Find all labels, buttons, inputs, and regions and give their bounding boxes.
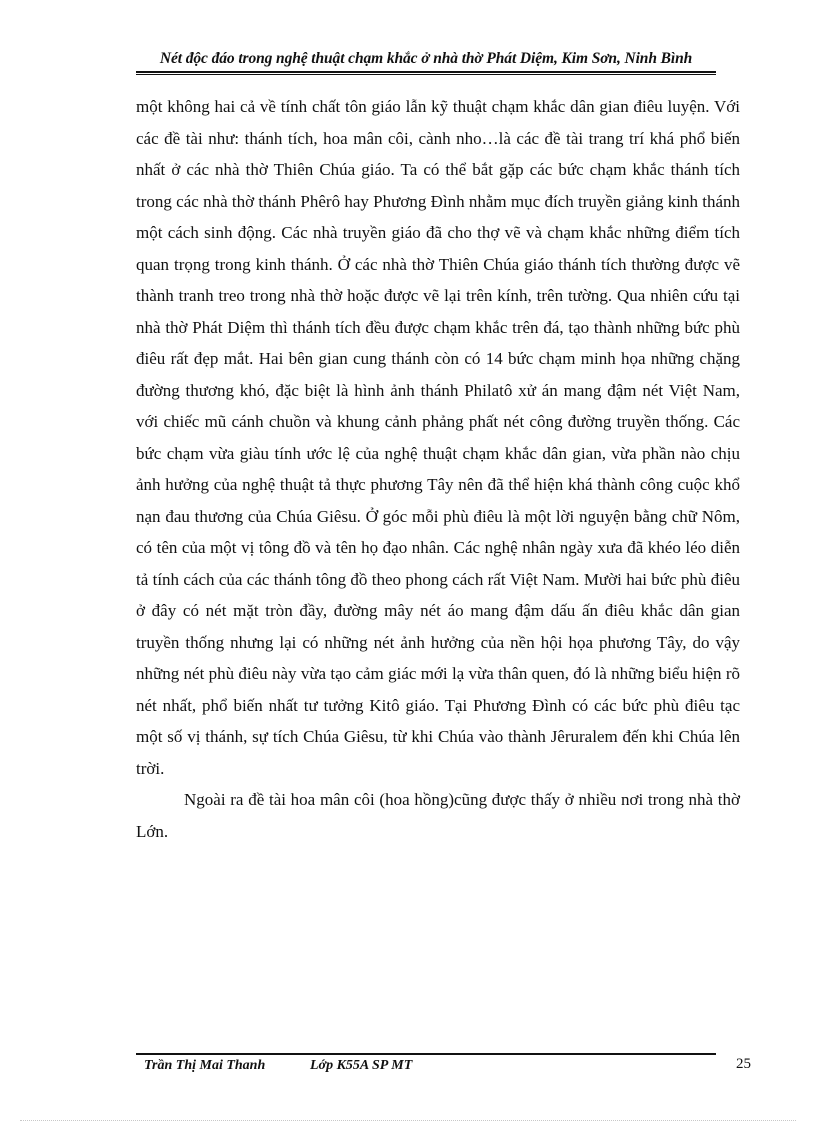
footer-author: Trần Thị Mai Thanh <box>144 1058 266 1073</box>
document-body <box>136 91 740 847</box>
running-header: Nét độc đáo trong nghệ thuật chạm khắc ở nhà thờ Phát Diệm, Kim Sơn, Ninh Bình <box>159 50 693 67</box>
footer-class: Lớp K55A SP MT <box>310 1058 413 1073</box>
body-paragraph: một không hai cả về tính chất tôn giáo lẫn kỹ thuật chạm khắc dân gian điêu luyện. Với các đề tài như: thánh tích, hoa mân côi, cành nho…là các đề tài trang trí khá phổ biến nhất ở các nhà thờ Thiên Chúa giáo. Ta có thể bắt gặp các bức chạm khắc thánh tích trong các nhà thờ thánh Phêrô hay Phương Đình nhằm mục đích truyền giảng kinh thánh một cách sinh động. Các nhà truyền giáo đã cho thợ vẽ và chạm khắc những điểm tích quan trọng trong kinh thánh. Ở các nhà thờ Thiên Chúa giáo thánh tích thường được vẽ thành tranh treo trong nhà thờ hoặc được vẽ lại trên kính, trên tường. Qua nhiên cứu tại nhà thờ Phát Diệm thì thánh tích đều được chạm khắc trên đá, tạo thành những bức phù điêu rất đẹp mắt. Hai bên gian cung thánh còn có 14 bức chạm minh họa những chặng đường thương khó, đặc biệt là hình ảnh thánh Philatô xử án mang đậm nét Việt Nam, với chiếc mũ cánh chuồn và khung cảnh phảng phất nét công đường truyền thống. Các bức chạm vừa giàu tính ước lệ của nghệ thuật chạm khắc dân gian, vừa phần nào chịu ảnh hưởng của nghệ thuật tả thực phương Tây nên đã thể hiện khá thành công cuộc khổ nạn đau thương của Chúa Giêsu. Ở góc mỗi phù điêu là một lời nguyện bằng chữ Nôm, có tên của một vị tông đồ và tên họ đạo nhân. Các nghệ nhân ngày xưa đã khéo léo diễn tả tính cách của các thánh tông đồ theo phong cách rất Việt Nam. Mười hai bức phù điêu ở đây có nét mặt tròn đầy, đường mây nét áo mang đậm dấu ấn điêu khắc dân gian truyền thống nhưng lại có những nét ảnh hưởng của nền hội họa phương Tây, do vậy những nét phù điêu này vừa tạo cảm giác mới lạ vừa thân quen, đó là những biểu hiện rõ nét nhất, phổ biến nhất tư tưởng Kitô giáo. Tại Phương Đình có các bức phù điêu tạc một số vị thánh, sự tích Chúa Giêsu, từ khi Chúa vào thành Jêruralem đến khi Chúa lên trời. <box>136 97 740 778</box>
page-edge-divider <box>20 1120 796 1121</box>
header-divider <box>136 71 716 73</box>
footer-divider <box>136 1053 716 1055</box>
page-number: 25 <box>736 1056 751 1072</box>
header-divider-thin <box>136 74 716 75</box>
body-paragraph: Ngoài ra đề tài hoa mân côi (hoa hồng)cũng được thấy ở nhiều nơi trong nhà thờ Lớn. <box>136 790 740 841</box>
